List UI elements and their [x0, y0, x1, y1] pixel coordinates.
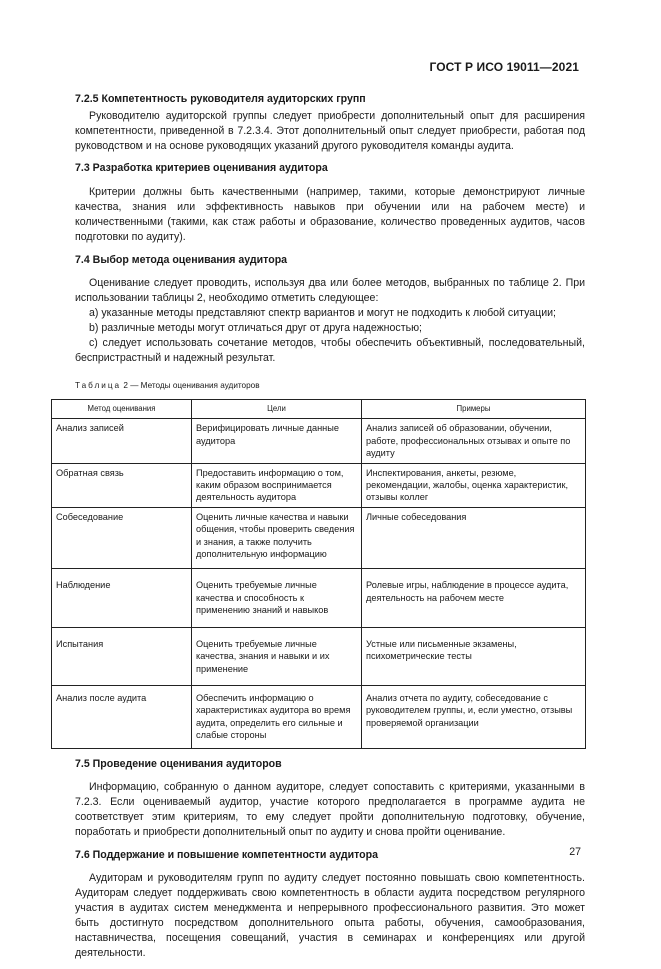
table-row: [52, 419, 586, 463]
list-item: a) указанные методы представляют спектр вариантов и могут не подходить к любой ситуации;: [89, 307, 556, 319]
section-heading: 7.4 Выбор метода оценивания аудитора: [75, 254, 288, 266]
column-header: Цели: [192, 400, 362, 419]
method-notes-list: [75, 306, 585, 336]
table-row: [52, 507, 586, 569]
section-heading: 7.6 Поддержание и повышение компетентности аудитора: [75, 848, 378, 861]
table-cell: Испытания: [52, 627, 192, 685]
column-header: Метод оценивания: [52, 400, 192, 419]
section-7-5: [75, 757, 585, 840]
table-cell: Наблюдение: [52, 569, 192, 627]
table-cell: Личные собеседования: [362, 507, 586, 569]
column-header: Примеры: [362, 400, 586, 419]
table-cell: Инспектирования, анкеты, резюме, рекомендации, жалобы, оценка характеристик, отзывы коллег: [362, 463, 586, 507]
table-row: [52, 569, 586, 627]
section-7-3: [75, 161, 585, 245]
table-cell: Устные или письменные экзамены, психометрические тесты: [362, 627, 586, 685]
table-cell: Анализ отчета по аудиту, собеседование с руководителем группы, и, если уместно, отзывы проверяемой организации: [362, 685, 586, 748]
evaluation-methods-table: [51, 399, 586, 749]
section-heading: 7.5 Проведение оценивания аудиторов: [75, 757, 282, 770]
paragraph: Критерии должны быть качественными (например, такими, которые демонстрируют личные качества, знания или эффективность навыков при обучении или на рабочем месте) и количественными (такими, как стаж работы и образование, количество проведенных аудитов, часов подготовки по аудиту).: [75, 186, 585, 243]
table-caption: [75, 378, 585, 393]
table-cell: Анализ записей об образовании, обучении, работе, профессиональных отзывах и опыте по аудиту: [362, 419, 586, 463]
page-number: 27: [569, 846, 581, 858]
table-row: [52, 685, 586, 748]
section-heading: 7.2.5 Компетентность руководителя аудиторских групп: [75, 93, 366, 105]
table-cell: Анализ после аудита: [52, 685, 192, 748]
caption-text: 2 — Методы оценивания аудиторов: [123, 381, 260, 390]
paragraph: Руководителю аудиторской группы следует приобрести дополнительный опыт для расширения компетентности, приведенной в 7.2.3.4. Этот дополнительный опыт следует приобрести, работая под руководством и на основе руководящих указаний другого руководителя команды аудита.: [75, 110, 585, 152]
table-cell: Анализ записей: [52, 419, 192, 463]
section-7-2-5: [75, 92, 585, 154]
paragraph: Информацию, собранную о данном аудиторе, следует сопоставить с критериями, указанными в 7.2.3. Если оцениваемый аудитор, участие которого предполагается в программе аудита не соответствует этим критериям, то ему следует пройти дополнительную подготовку, обучение, поработать и приобрести дополнительный опыт по аудиту и снова пройти оценивание.: [75, 780, 585, 838]
caption-label: Таблица: [75, 381, 122, 390]
section-7-6: [75, 848, 585, 961]
paragraph: c) следует использовать сочетание методов, чтобы обеспечить объективный, последовательный, беспристрастный и надежный результат.: [75, 337, 585, 364]
table-cell: Оценить личные качества и навыки общения, чтобы проверить сведения и знания, а также получить дополнительную информацию: [192, 507, 362, 569]
paragraph: Оценивание следует проводить, используя два или более методов, выбранных по таблице 2. При использовании таблицы 2, необходимо отметить следующее:: [75, 277, 585, 304]
table-cell: Ролевые игры, наблюдение в процессе аудита, деятельность на рабочем месте: [362, 569, 586, 627]
table-cell: Собеседование: [52, 507, 192, 569]
standard-reference: ГОСТ Р ИСО 19011—2021: [429, 60, 579, 74]
table-cell: Верифицировать личные данные аудитора: [192, 419, 362, 463]
list-item: b) различные методы могут отличаться друг от друга надежностью;: [89, 322, 422, 334]
table-cell: Оценить требуемые личные качества, знания и навыки и их применение: [192, 627, 362, 685]
section-7-4: [75, 253, 585, 366]
table-cell: Обратная связь: [52, 463, 192, 507]
paragraph: Аудиторам и руководителям групп по аудиту следует постоянно повышать свою компетентность. Аудиторам следует поддерживать свою компетентность в области аудита посредством регулярного участия в аудитах систем менеджмента и непрерывного профессионального развития. Это может быть достигнуто посредством дополнительного опыта работы, обучения, самообразования, наставничества, посещения совещаний, участия в семинарах и конференциях или другой деятельности.: [75, 871, 585, 959]
section-heading: 7.3 Разработка критериев оценивания аудитора: [75, 162, 328, 174]
table-row: [52, 463, 586, 507]
table-cell: Оценить требуемые личные качества и способность к применению знаний и навыков: [192, 569, 362, 627]
table-header-row: [52, 400, 586, 419]
table-cell: Предоставить информацию о том, каким образом воспринимается деятельность аудитора: [192, 463, 362, 507]
table-cell: Обеспечить информацию о характеристиках аудитора во время аудита, определить его сильные и слабые стороны: [192, 685, 362, 748]
table-row: [52, 627, 586, 685]
page-content: [56, 92, 585, 969]
